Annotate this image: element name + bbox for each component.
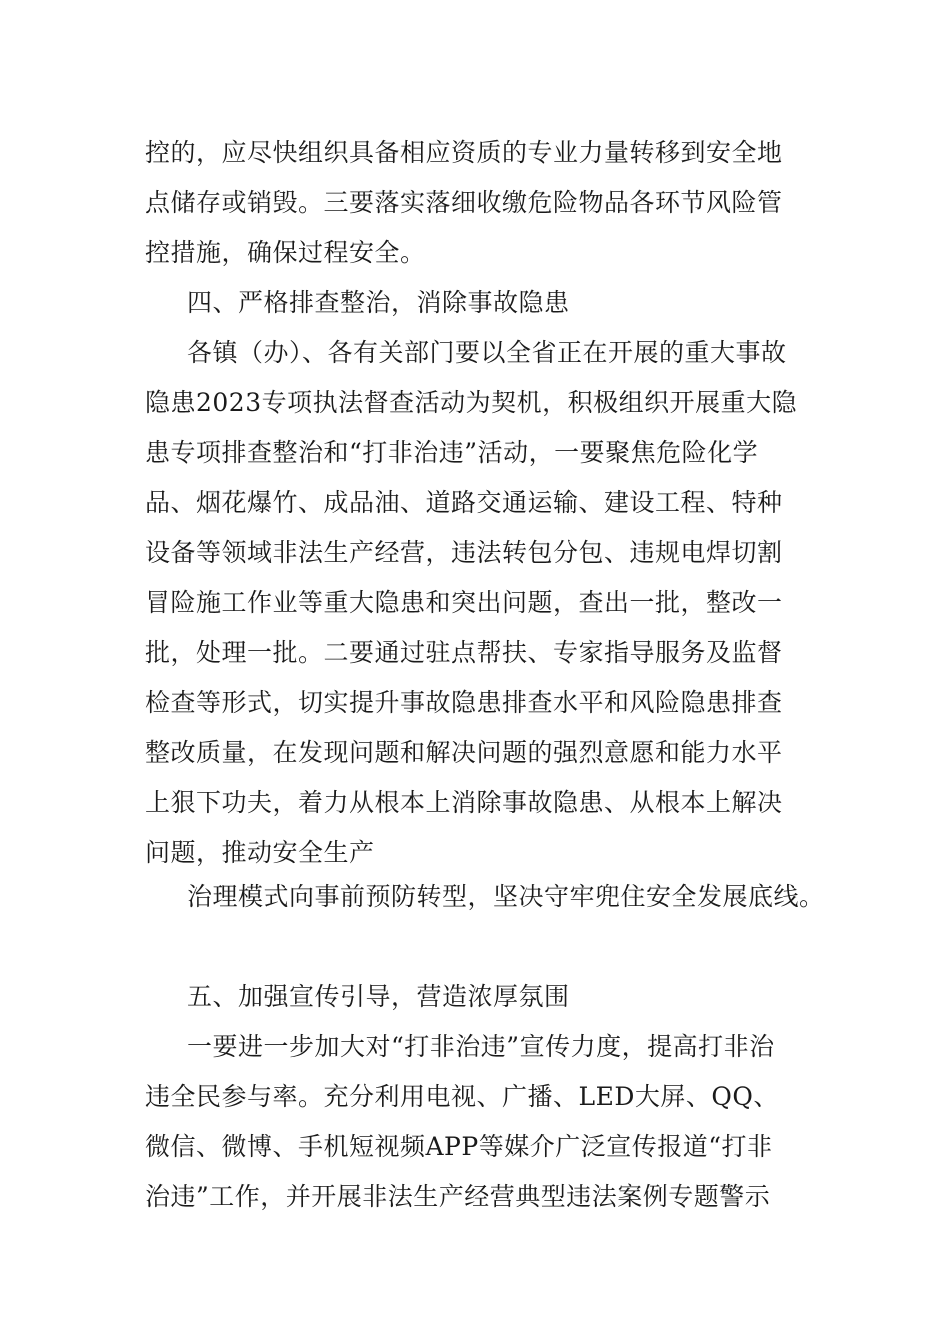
text-line: 整改质量，在发现问题和解决问题的强烈意愿和能力水平	[145, 738, 783, 767]
text-line: 治理模式向事前预防转型，坚决守牢兜住安全发展底线。	[187, 882, 825, 911]
text-line: 控措施，确保过程安全。	[145, 238, 426, 267]
text-line: 检查等形式，切实提升事故隐患排查水平和风险隐患排查	[145, 688, 783, 717]
text-line: 批，处理一批。二要通过驻点帮扶、专家指导服务及监督	[145, 638, 783, 667]
text-line: 控的，应尽快组织具备相应资质的专业力量转移到安全地	[145, 138, 783, 167]
text-line: 品、烟花爆竹、成品油、道路交通运输、建设工程、特种	[145, 488, 783, 517]
paragraph-governance	[145, 872, 852, 922]
text-line: 违全民参与率。充分利用电视、广播、LED大屏、QQ、	[145, 1082, 779, 1111]
text-line: 点储存或销毁。三要落实落细收缴危险物品各环节风险管	[145, 188, 783, 217]
heading-text: 五、加强宣传引导，营造浓厚氛围	[187, 982, 570, 1011]
text-line: 各镇（办）、各有关部门要以全省正在开展的重大事故	[187, 338, 787, 367]
heading-text: 四、严格排查整治，消除事故隐患	[187, 288, 570, 317]
text-line: 问题，推动安全生产	[145, 838, 375, 867]
text-line: 隐患2023专项执法督查活动为契机，积极组织开展重大隐	[145, 388, 798, 417]
section-heading-5	[145, 972, 852, 1022]
text-line: 患专项排查整治和“打非治违”活动，一要聚焦危险化学	[145, 438, 759, 467]
text-line: 上狠下功夫，着力从根本上消除事故隐患、从根本上解决	[145, 788, 783, 817]
text-line: 设备等领域非法生产经营，违法转包分包、违规电焊切割	[145, 538, 783, 567]
paragraph-inspection	[145, 328, 810, 878]
paragraph-publicity	[145, 1022, 810, 1222]
text-line: 冒险施工作业等重大隐患和突出问题，查出一批，整改一	[145, 588, 783, 617]
text-line: 治违”工作，并开展非法生产经营典型违法案例专题警示	[145, 1182, 771, 1211]
text-line: 微信、微博、手机短视频APP等媒介广泛宣传报道“打非	[145, 1132, 773, 1161]
section-heading-4	[145, 278, 852, 328]
paragraph-continuation	[145, 128, 810, 278]
text-line: 一要进一步加大对“打非治违”宣传力度，提高打非治	[187, 1032, 775, 1061]
